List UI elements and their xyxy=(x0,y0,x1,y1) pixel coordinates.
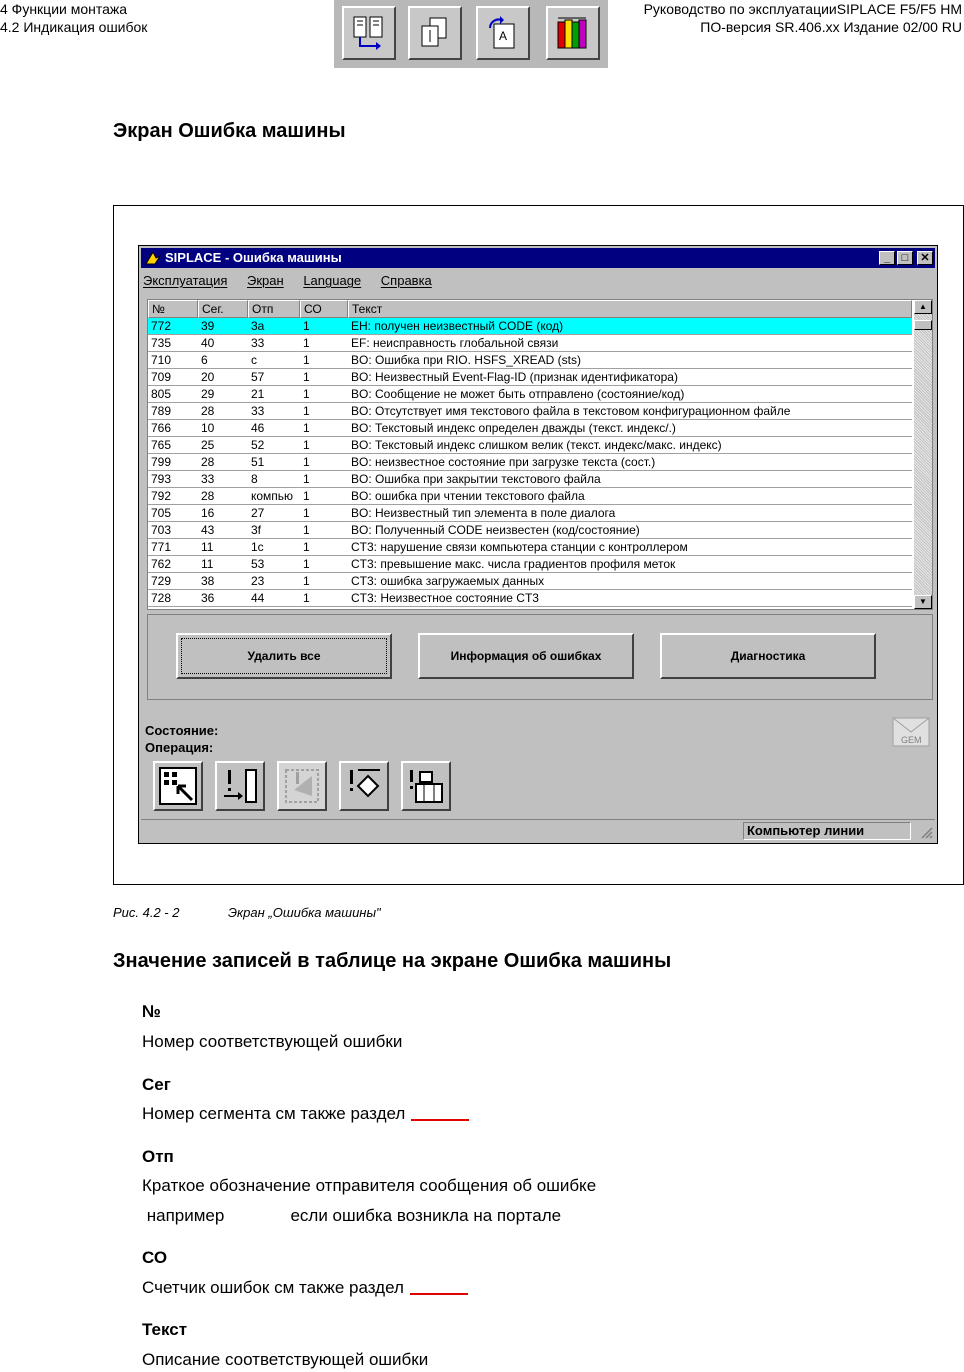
cell-sender: 8 xyxy=(251,472,258,486)
cell-segment: 28 xyxy=(201,455,215,469)
cell-segment: 20 xyxy=(201,370,215,384)
navigation-toolbar xyxy=(334,0,608,68)
menu-language[interactable]: Language xyxy=(303,273,362,288)
cell-number: 705 xyxy=(151,506,172,520)
svg-text:A: A xyxy=(499,29,508,43)
table-row[interactable] xyxy=(148,420,912,437)
resize-grip-icon[interactable] xyxy=(919,825,933,839)
table-row[interactable] xyxy=(148,522,912,539)
cell-segment: 29 xyxy=(201,387,215,401)
figure-number: Рис. 4.2 - 2 xyxy=(113,905,180,920)
cell-number: 793 xyxy=(151,472,172,486)
cell-sender: 33 xyxy=(251,404,265,418)
cell-text: EF: неисправность глобальной связи xyxy=(351,336,559,350)
library-books-icon[interactable] xyxy=(546,6,600,60)
table-row[interactable] xyxy=(148,590,912,607)
desc-sender-line1: Краткое обозначение отправителя сообщения об ошибке xyxy=(142,1176,597,1195)
cell-counter: 1 xyxy=(303,438,310,452)
column-counter[interactable]: СО xyxy=(300,300,348,318)
line-computer-status: Компьютер линии xyxy=(743,822,911,840)
cell-number: 792 xyxy=(151,489,172,503)
cell-number: 709 xyxy=(151,370,172,384)
cell-number: 799 xyxy=(151,455,172,469)
cell-counter: 1 xyxy=(303,489,310,503)
cell-segment: 10 xyxy=(201,421,215,435)
cell-counter: 1 xyxy=(303,574,310,588)
desc-counter-text: Счетчик ошибок см также раздел xyxy=(142,1278,404,1297)
cell-text: BO: ошибка при чтении текстового файла xyxy=(351,489,585,503)
cell-number: 766 xyxy=(151,421,172,435)
section-header: 4.2 Индикация ошибок xyxy=(0,19,148,35)
desc-sender-line2: например если ошибка возникла на портале xyxy=(142,1206,562,1225)
cell-counter: 1 xyxy=(303,591,310,605)
menu-screen[interactable]: Экран xyxy=(247,273,284,288)
cell-sender: 1c xyxy=(251,540,264,554)
close-button[interactable]: ✕ xyxy=(917,251,933,265)
cell-text: BO: Неизвестный тип элемента в поле диалога xyxy=(351,506,616,520)
error-table xyxy=(147,299,933,610)
menu-bar xyxy=(143,273,448,291)
window-title: SIPLACE - Ошибка машины xyxy=(165,250,342,265)
cell-number: 762 xyxy=(151,557,172,571)
section-reference-link[interactable] xyxy=(411,1109,469,1121)
cell-sender: 53 xyxy=(251,557,265,571)
figure-caption: Экран „Ошибка машины" xyxy=(228,905,381,920)
cell-text: CT3: нарушение связи компьютера станции с контроллером xyxy=(351,540,688,554)
column-sender[interactable]: Отп xyxy=(248,300,300,318)
cell-number: 729 xyxy=(151,574,172,588)
chapter-header: 4 Функции монтажа xyxy=(0,1,128,17)
table-row[interactable] xyxy=(148,539,912,556)
desc-segment xyxy=(142,1104,469,1124)
cell-number: 703 xyxy=(151,523,172,537)
table-row[interactable] xyxy=(148,369,912,386)
menu-help[interactable]: Справка xyxy=(380,273,432,288)
placement-head-icon[interactable] xyxy=(401,761,451,811)
cell-segment: 43 xyxy=(201,523,215,537)
cell-text: EH: получен неизвестный CODE (код) xyxy=(351,319,564,333)
navigation-index-icon[interactable] xyxy=(342,6,396,60)
feeder-diagnostic-icon[interactable] xyxy=(339,761,389,811)
cell-segment: 6 xyxy=(201,353,208,367)
glossary-icon[interactable] xyxy=(476,6,530,60)
desc-segment-text: Номер сегмента см также раздел xyxy=(142,1104,406,1123)
cell-text: BO: Неизвестный Event-Flag-ID (признак идентификатора) xyxy=(351,370,678,384)
cell-counter: 1 xyxy=(303,540,310,554)
table-row[interactable] xyxy=(148,505,912,522)
cell-sender: 3f xyxy=(251,523,262,537)
column-number[interactable]: № xyxy=(148,300,198,318)
machine-transfer-icon[interactable] xyxy=(215,761,265,811)
cell-segment: 40 xyxy=(201,336,215,350)
operation-label: Операция: xyxy=(145,740,214,755)
cell-segment: 38 xyxy=(201,574,215,588)
desc-counter xyxy=(142,1278,468,1298)
cell-counter: 1 xyxy=(303,319,310,333)
table-scrollbar[interactable] xyxy=(914,300,932,609)
cell-text: BO: Текстовый индекс определен дважды (текст. индекс/.) xyxy=(351,421,676,435)
cell-segment: 11 xyxy=(201,557,214,571)
cell-counter: 1 xyxy=(303,506,310,520)
previous-page-icon[interactable] xyxy=(408,6,462,60)
cell-counter: 1 xyxy=(303,557,310,571)
error-info-button[interactable]: Информация об ошибках xyxy=(418,633,634,679)
gem-envelope-icon[interactable] xyxy=(891,716,931,748)
cell-counter: 1 xyxy=(303,387,310,401)
desc-text: Описание соответствующей ошибки xyxy=(142,1350,429,1369)
table-row[interactable] xyxy=(148,335,912,352)
scroll-up-icon[interactable]: ▲ xyxy=(914,300,932,314)
action-button-panel xyxy=(147,614,933,700)
section-reference-link[interactable] xyxy=(410,1283,468,1295)
cell-number: 710 xyxy=(151,353,172,367)
cell-segment: 25 xyxy=(201,438,215,452)
term-sender: Отп xyxy=(142,1147,174,1166)
cell-sender: 52 xyxy=(251,438,265,452)
table-row[interactable] xyxy=(148,573,912,590)
column-segment[interactable]: Сег. xyxy=(198,300,248,318)
cell-text: BO: Отсутствует имя текстового файла в текстовом конфигурационном файле xyxy=(351,404,791,418)
cell-counter: 1 xyxy=(303,455,310,469)
cell-number: 789 xyxy=(151,404,172,418)
cell-text: BO: Ошибка при RIO. HSFS_XREAD (sts) xyxy=(351,353,581,367)
cell-text: BO: Полученный CODE неизвестен (код/состояние) xyxy=(351,523,640,537)
table-row[interactable] xyxy=(148,488,912,505)
section-title: Значение записей в таблице на экране Ошибка машины xyxy=(113,950,672,972)
table-row[interactable] xyxy=(148,318,912,335)
cell-segment: 28 xyxy=(201,489,215,503)
window-titlebar xyxy=(141,248,935,268)
desc-number: Номер соответствующей ошибки xyxy=(142,1032,403,1051)
cell-number: 728 xyxy=(151,591,172,605)
state-label: Состояние: xyxy=(145,723,219,738)
delete-all-button[interactable]: Удалить все xyxy=(176,633,392,679)
gem-label: GEM xyxy=(901,735,922,745)
application-window xyxy=(138,245,938,844)
cell-counter: 1 xyxy=(303,336,310,350)
table-row[interactable] xyxy=(148,386,912,403)
cell-segment: 16 xyxy=(201,506,215,520)
status-bar xyxy=(141,819,935,842)
cell-sender: 21 xyxy=(251,387,265,401)
cell-counter: 1 xyxy=(303,523,310,537)
table-row[interactable] xyxy=(148,454,912,471)
cell-sender: 23 xyxy=(251,574,265,588)
cell-text: BO: Текстовый индекс слишком велик (текст. индекс/макс. индекс) xyxy=(351,438,722,452)
siplace-app-icon xyxy=(145,250,161,266)
cell-text: CT3: Неизвестное состояние CT3 xyxy=(351,591,539,605)
cell-sender: 51 xyxy=(251,455,265,469)
table-row[interactable] xyxy=(148,403,912,420)
term-text: Текст xyxy=(142,1320,188,1339)
select-pointer-icon[interactable] xyxy=(153,761,203,811)
cell-sender: 57 xyxy=(251,370,265,384)
cell-segment: 39 xyxy=(201,319,215,333)
cell-number: 772 xyxy=(151,319,172,333)
minimize-button[interactable]: _ xyxy=(879,251,895,265)
cell-text: CT3: превышение макс. числа градиентов профиля меток xyxy=(351,557,676,571)
diagnostics-button[interactable]: Диагностика xyxy=(660,633,876,679)
cell-counter: 1 xyxy=(303,353,310,367)
cell-sender: 27 xyxy=(251,506,265,520)
cell-sender: 33 xyxy=(251,336,265,350)
page-title: Экран Ошибка машины xyxy=(113,120,346,142)
cell-number: 765 xyxy=(151,438,172,452)
table-row[interactable] xyxy=(148,352,912,369)
scroll-thumb[interactable] xyxy=(914,320,932,330)
cell-text: BO: Ошибка при закрытии текстового файла xyxy=(351,472,601,486)
cell-segment: 11 xyxy=(201,540,214,554)
cell-sender: c xyxy=(251,353,257,367)
term-number: № xyxy=(142,1002,161,1021)
disabled-tool-icon[interactable] xyxy=(277,761,327,811)
term-segment: Сег xyxy=(142,1075,171,1094)
cell-sender: 46 xyxy=(251,421,265,435)
maximize-button[interactable]: □ xyxy=(897,251,913,265)
cell-counter: 1 xyxy=(303,404,310,418)
table-header xyxy=(148,300,912,318)
table-row[interactable] xyxy=(148,471,912,488)
cell-sender: 44 xyxy=(251,591,265,605)
cell-counter: 1 xyxy=(303,472,310,486)
scroll-down-icon[interactable]: ▼ xyxy=(914,595,932,609)
cell-segment: 33 xyxy=(201,472,215,486)
cell-text: BO: неизвестное состояние при загрузке текста (сост.) xyxy=(351,455,656,469)
cell-segment: 28 xyxy=(201,404,215,418)
table-row[interactable] xyxy=(148,556,912,573)
cell-counter: 1 xyxy=(303,421,310,435)
cell-segment: 36 xyxy=(201,591,215,605)
cell-sender: 3a xyxy=(251,319,265,333)
menu-operation[interactable]: Эксплуатация xyxy=(143,273,228,288)
table-row[interactable] xyxy=(148,437,912,454)
column-text[interactable]: Текст xyxy=(348,300,912,318)
cell-text: CT3: ошибка загружаемых данных xyxy=(351,574,545,588)
cell-number: 805 xyxy=(151,387,172,401)
version-edition: ПО-версия SR.406.xx Издание 02/00 RU xyxy=(700,19,962,35)
cell-text: BO: Сообщение не может быть отправлено (состояние/код) xyxy=(351,387,685,401)
cell-number: 771 xyxy=(151,540,172,554)
cell-counter: 1 xyxy=(303,370,310,384)
cell-number: 735 xyxy=(151,336,172,350)
cell-sender: компью xyxy=(251,489,294,503)
term-counter: СО xyxy=(142,1248,168,1267)
manual-title: Руководство по эксплуатацииSIPLACE F5/F5 HM xyxy=(643,1,962,17)
